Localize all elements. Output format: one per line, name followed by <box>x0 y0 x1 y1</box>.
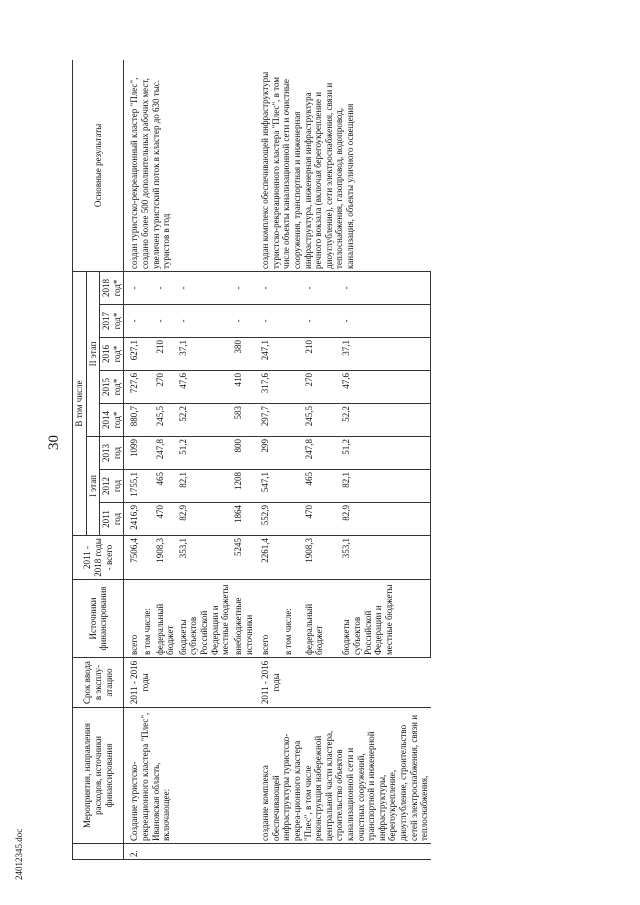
header-year: 2018 год* <box>100 271 124 304</box>
header-measures: Мероприятия, направления расходов, источники финансирования <box>73 708 124 844</box>
header-stage-1: I этап <box>86 437 100 536</box>
row-number <box>255 844 431 860</box>
value-cell: - <box>232 271 255 304</box>
value-cell: - <box>340 271 430 304</box>
value-cell: - <box>303 305 341 338</box>
value-cell: 547,1 <box>255 470 282 503</box>
value-cell: 82,9 <box>340 503 430 536</box>
header-year: 2016 год* <box>100 338 124 371</box>
value-cell: 880,7 <box>124 404 141 437</box>
header-including: В том числе <box>73 271 87 535</box>
header-year: 2014 год* <box>100 404 124 437</box>
table-header <box>73 60 124 860</box>
source-label: бюджеты субъектов Российской Федерации и местные бюджеты <box>340 580 430 658</box>
value-cell: - <box>177 271 232 304</box>
header-year: 2013 год <box>100 437 124 470</box>
rotated-table-page <box>72 60 632 860</box>
value-cell: 317,6 <box>255 371 282 404</box>
value-cell: - <box>255 305 282 338</box>
value-cell: 5245 <box>232 536 255 580</box>
value-cell: 380 <box>232 338 255 371</box>
term-text: 2011 - 2016 годы <box>124 658 255 708</box>
measure-text: создание комплекса обеспечивающей инфраструктуры туристско-рекреа-ционного кластера "Плес", в том числе реконструкция набережной центральной части кластера, строительство объектов канализационной сети и очистных сооружений, транспортной и инженерной инфраструктуры, берегоукрепление, диоуглубление, строительство сетей электроснабжения, связи и теплоснабжения, <box>255 708 431 844</box>
value-cell: 210 <box>303 338 341 371</box>
value-cell: - <box>303 271 341 304</box>
header-term: Срок ввода в эксплу-атацию <box>73 658 124 708</box>
page-number: 30 <box>46 435 62 450</box>
value-cell: 210 <box>154 338 177 371</box>
value-cell: 552,9 <box>255 503 282 536</box>
source-label: в том числе: <box>141 580 154 658</box>
value-cell: - <box>124 305 141 338</box>
financing-table <box>72 60 431 860</box>
results-text: создан комплекс обеспечивающей инфраструктуры туристско-рекреационного кластера "Плес", в том числе объекты канализационной сети и очистные сооружения, транспортная и инженерная инфраструктура, инженерная инфраструктура речного вокзала (включая берегоукрепление и диоуглубление), сети электроснабжения, связи и теплоснабжения, газопровод, водопровод, канализация, объекты уличного освещения <box>255 60 431 271</box>
value-cell: - <box>154 271 177 304</box>
value-cell: 82,9 <box>177 503 232 536</box>
results-text: создан туристско-рекреационный кластер "Плес", создано более 500 дополнительных рабочих мест, увеличен туристский поток в кластер до 630 тыс. туристов в год <box>124 60 255 271</box>
value-cell: 37,1 <box>177 338 232 371</box>
value-cell: 247,1 <box>255 338 282 371</box>
term-text: 2011 - 2016 годы <box>255 658 431 708</box>
measure-text: Создание туристско-рекреационного кластера "Плес", Ивановская область, включающее: <box>124 708 255 844</box>
value-cell: 353,1 <box>340 536 430 580</box>
value-cell: 247,8 <box>303 437 341 470</box>
value-cell: - <box>340 305 430 338</box>
value-cell: 470 <box>303 503 341 536</box>
value-cell: 465 <box>303 470 341 503</box>
value-cell: 410 <box>232 371 255 404</box>
header-stage-2: II этап <box>86 271 100 436</box>
header-no <box>73 844 124 860</box>
value-cell: 1099 <box>124 437 141 470</box>
value-cell: 1908,3 <box>154 536 177 580</box>
value-cell: 583 <box>232 404 255 437</box>
value-cell: 270 <box>154 371 177 404</box>
value-cell: 37,1 <box>340 338 430 371</box>
table-row <box>255 60 282 860</box>
value-cell: 52,2 <box>177 404 232 437</box>
value-cell: 47,6 <box>177 371 232 404</box>
header-total: 2011 - 2018 годы - всего <box>73 536 124 580</box>
value-cell: 247,8 <box>154 437 177 470</box>
header-year: 2015 год* <box>100 371 124 404</box>
value-cell: - <box>124 271 141 304</box>
value-cell: 470 <box>154 503 177 536</box>
value-cell: 1864 <box>232 503 255 536</box>
value-cell: 270 <box>303 371 341 404</box>
value-cell: 245,5 <box>154 404 177 437</box>
source-label: в том числе: <box>282 580 303 658</box>
value-cell: 297,7 <box>255 404 282 437</box>
value-cell: - <box>177 305 232 338</box>
header-results: Основные результаты <box>73 60 124 271</box>
value-cell: 47,6 <box>340 371 430 404</box>
table-body <box>124 60 431 860</box>
value-cell: 1755,1 <box>124 470 141 503</box>
value-cell: 245,5 <box>303 404 341 437</box>
value-cell: 51,2 <box>340 437 430 470</box>
source-label: федеральный бюджет <box>154 580 177 658</box>
value-cell: 2416,9 <box>124 503 141 536</box>
document-code: 24012345.doc <box>14 828 24 880</box>
value-cell: - <box>154 305 177 338</box>
value-cell: 52,2 <box>340 404 430 437</box>
source-label: всего <box>255 580 282 658</box>
value-cell: 51,2 <box>177 437 232 470</box>
value-cell: 7506,4 <box>124 536 141 580</box>
value-cell: 82,1 <box>340 470 430 503</box>
value-cell: 1908,3 <box>303 536 341 580</box>
source-label: федеральный бюджет <box>303 580 341 658</box>
row-number: 2. <box>124 844 255 860</box>
header-year: 2011 год <box>100 503 124 536</box>
header-sources: Источники финансирования <box>73 580 124 658</box>
value-cell: 353,1 <box>177 536 232 580</box>
source-label: бюджеты субъектов Российской Федерации и местные бюджеты <box>177 580 232 658</box>
value-cell: 299 <box>255 437 282 470</box>
value-cell: 1208 <box>232 470 255 503</box>
value-cell: 465 <box>154 470 177 503</box>
value-cell: - <box>255 271 282 304</box>
value-cell: 82,1 <box>177 470 232 503</box>
value-cell: 800 <box>232 437 255 470</box>
value-cell: 727,6 <box>124 371 141 404</box>
value-cell: 627,1 <box>124 338 141 371</box>
value-cell: 2261,4 <box>255 536 282 580</box>
header-year: 2017 год* <box>100 305 124 338</box>
source-label: внебюджетные источники <box>232 580 255 658</box>
source-label: всего <box>124 580 141 658</box>
value-cell: - <box>232 305 255 338</box>
table-row <box>124 60 141 860</box>
header-year: 2012 год <box>100 470 124 503</box>
